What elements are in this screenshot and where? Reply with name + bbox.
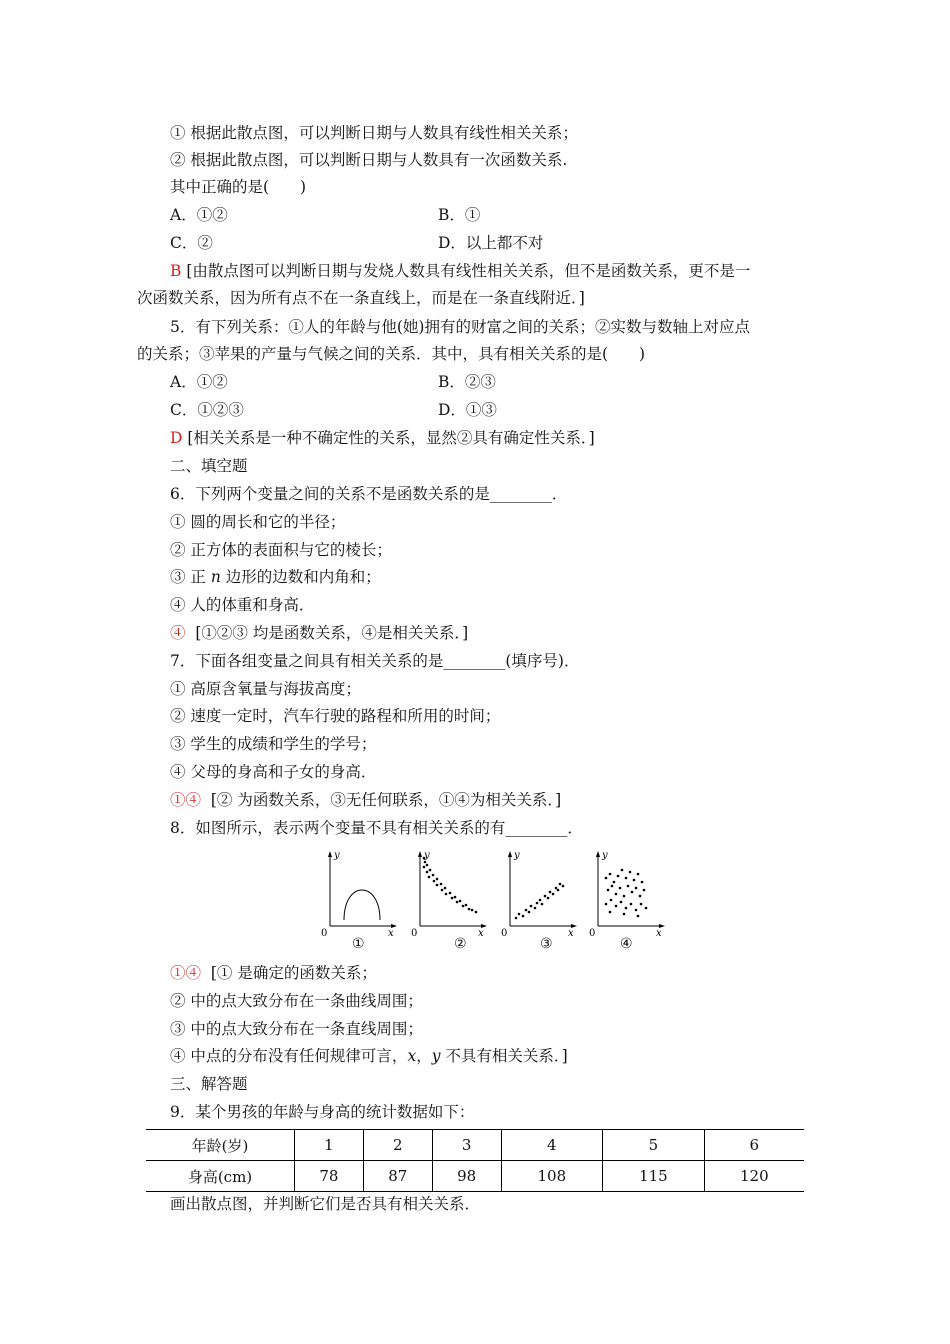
scatter-dot bbox=[625, 907, 628, 910]
scatter-dot bbox=[530, 905, 533, 908]
q5-option-b: B．②③ bbox=[438, 373, 496, 391]
scatter-dot bbox=[617, 875, 620, 878]
scatter-dot bbox=[426, 864, 429, 867]
q8-stem: 8．如图所示，表示两个变量不具有相关关系的有________． bbox=[170, 819, 583, 837]
scatter-dot bbox=[610, 899, 613, 902]
scatter-dot bbox=[615, 905, 618, 908]
scatter-dot bbox=[619, 887, 622, 890]
y-axis-label: y bbox=[424, 850, 430, 861]
scatter-dot bbox=[436, 878, 439, 881]
scatter-dot bbox=[623, 895, 626, 898]
table-row-age bbox=[146, 1130, 804, 1161]
scatter-dot bbox=[465, 904, 468, 907]
scatter-dot bbox=[445, 893, 448, 896]
scatter-dot bbox=[635, 909, 638, 912]
origin-label: 0 bbox=[589, 928, 596, 938]
scatter-dot bbox=[444, 887, 447, 890]
q8-expl4-suffix: 不具有相关关系．] bbox=[440, 1047, 568, 1065]
q6-item-3-var-n: n bbox=[210, 568, 221, 586]
table-cell: 5 bbox=[603, 1130, 705, 1161]
scatter-dot bbox=[534, 907, 537, 910]
q9-stem: 9．某个男孩的年龄与身高的统计数据如下： bbox=[170, 1103, 475, 1121]
scatter-dot bbox=[424, 861, 427, 864]
scatter-dot bbox=[557, 889, 560, 892]
graph-3-svg bbox=[498, 848, 578, 938]
table-header-age: 年龄(岁) bbox=[146, 1130, 295, 1161]
graph-1-svg bbox=[318, 848, 398, 938]
scatter-dot bbox=[629, 871, 632, 874]
q4-explanation-text: [由散点图可以判断日期与发烧人数具有线性相关关系，但不是函数关系，更不是一 bbox=[186, 262, 751, 280]
scatter-dot bbox=[631, 891, 634, 894]
scatter-dot bbox=[555, 887, 558, 890]
scatter-dot bbox=[620, 901, 623, 904]
scatter-dot bbox=[459, 900, 462, 903]
scatter-dot bbox=[640, 903, 643, 906]
table-cell: 2 bbox=[363, 1130, 432, 1161]
y-arrow-icon bbox=[418, 851, 422, 857]
scatter-dot bbox=[605, 903, 608, 906]
scatter-dot bbox=[456, 901, 459, 904]
q4-statement-2: ② 根据此散点图，可以判断日期与人数具有一次函数关系. bbox=[170, 151, 568, 169]
q7-stem: 7．下面各组变量之间具有相关关系的是________(填序号)． bbox=[170, 652, 580, 670]
scatter-dot bbox=[627, 885, 630, 888]
graph-3 bbox=[498, 848, 578, 952]
scatter-dot bbox=[615, 893, 618, 896]
q4-option-a: A．①② bbox=[170, 206, 228, 224]
graph-2 bbox=[408, 848, 488, 952]
q7-item-3: ③ 学生的成绩和学生的学号； bbox=[170, 735, 377, 753]
q4-option-b: B．① bbox=[438, 206, 481, 224]
table-cell: 87 bbox=[363, 1161, 432, 1192]
scatter-dot bbox=[547, 897, 550, 900]
scatter-points bbox=[515, 883, 565, 920]
scatter-dot bbox=[454, 896, 457, 899]
q6-answer: ④ bbox=[170, 624, 186, 642]
x-axis-label: x bbox=[568, 928, 574, 938]
scatter-dot bbox=[518, 913, 521, 916]
table-cell: 4 bbox=[501, 1130, 603, 1161]
scatter-dot bbox=[436, 884, 439, 887]
q8-explanation-text: [① 是确定的函数关系； bbox=[210, 964, 377, 982]
scatter-dot bbox=[625, 877, 628, 880]
q4-option-c: C．② bbox=[170, 234, 213, 252]
scatter-dot bbox=[641, 881, 644, 884]
q8-expl4-sep: ， bbox=[416, 1047, 432, 1065]
scatter-dot bbox=[528, 911, 531, 914]
q7-item-4: ④ 父母的身高和子女的身高． bbox=[170, 763, 377, 781]
curve bbox=[344, 890, 380, 920]
table-cell: 120 bbox=[704, 1161, 804, 1192]
scatter-dot bbox=[451, 897, 454, 900]
scatter-dot bbox=[471, 909, 474, 912]
q6-item-3-suffix: 边形的边数和内角和； bbox=[220, 568, 381, 586]
origin-label: 0 bbox=[411, 928, 418, 938]
q6-item-2: ② 正方体的表面积与它的棱长； bbox=[170, 541, 392, 559]
y-axis-label: y bbox=[514, 850, 520, 861]
q6-item-3 bbox=[170, 566, 381, 588]
q4-answer: B bbox=[170, 262, 182, 280]
scatter-dot bbox=[637, 873, 640, 876]
scatter-dot bbox=[432, 874, 435, 877]
q8-explanation-line2: ② 中的点大致分布在一条曲线周围； bbox=[170, 992, 423, 1010]
scatter-dot bbox=[605, 877, 608, 880]
q5-explanation-text: [相关关系是一种不确定性的关系，显然②具有确定性关系．] bbox=[187, 429, 595, 447]
q4-explanation-line2: 次函数关系，因为所有点不在一条直线上，而是在一条直线附近．] bbox=[137, 289, 585, 307]
scatter-dot bbox=[539, 899, 542, 902]
scatter-dot bbox=[621, 869, 624, 872]
section-heading-answer: 三、解答题 bbox=[170, 1075, 248, 1093]
q5-stem-line1: 5．有下列关系：①人的年龄与他(她)拥有的财富之间的关系；②实数与数轴上对应点 bbox=[170, 318, 750, 336]
scatter-dot bbox=[544, 895, 547, 898]
q5-option-c: C．①②③ bbox=[170, 401, 244, 419]
scatter-dot bbox=[462, 905, 465, 908]
scatter-dot bbox=[433, 880, 436, 883]
scatter-dot bbox=[468, 908, 471, 911]
q8-explanation-line1 bbox=[170, 962, 377, 984]
q6-item-1: ① 圆的周长和它的半径； bbox=[170, 513, 346, 531]
q4-statement-1: ① 根据此散点图，可以判断日期与人数具有线性相关关系； bbox=[170, 124, 578, 142]
age-height-table bbox=[146, 1129, 804, 1192]
y-axis-label: y bbox=[334, 850, 340, 861]
scatter-dot bbox=[541, 903, 544, 906]
scatter-dot bbox=[515, 917, 518, 920]
q8-explanation-line4 bbox=[170, 1045, 568, 1067]
y-arrow-icon bbox=[596, 851, 600, 857]
y-arrow-icon bbox=[508, 851, 512, 857]
q5-stem-line2: 的关系；③苹果的产量与气候之间的关系．其中，具有相关关系的是( ) bbox=[137, 345, 646, 363]
origin-label: 0 bbox=[321, 928, 328, 938]
table-cell: 115 bbox=[603, 1161, 705, 1192]
q7-item-1: ① 高原含氧量与海拔高度； bbox=[170, 680, 361, 698]
scatter-dot bbox=[609, 873, 612, 876]
scatter-dot bbox=[623, 913, 626, 916]
q6-explanation bbox=[170, 622, 468, 644]
scatter-dot bbox=[522, 915, 525, 918]
table-cell: 1 bbox=[295, 1130, 364, 1161]
scatter-dot bbox=[643, 889, 646, 892]
graph-4-svg bbox=[586, 848, 666, 938]
q6-item-4: ④ 人的体重和身高． bbox=[170, 596, 315, 614]
scatter-dot bbox=[639, 895, 642, 898]
graph-2-label: ② bbox=[454, 936, 467, 952]
scatter-dot bbox=[630, 903, 633, 906]
graph-2-svg bbox=[408, 848, 488, 938]
scatter-dot bbox=[423, 866, 426, 869]
origin-label: 0 bbox=[501, 928, 508, 938]
scatter-dot bbox=[426, 871, 429, 874]
q8-var-x: x bbox=[407, 1047, 417, 1065]
scatter-dot bbox=[613, 881, 616, 884]
scatter-points bbox=[423, 857, 478, 914]
table-cell: 78 bbox=[295, 1161, 364, 1192]
table-cell: 108 bbox=[501, 1161, 603, 1192]
scatter-dot bbox=[428, 876, 431, 879]
y-arrow-icon bbox=[328, 851, 332, 857]
scatter-dot bbox=[562, 885, 565, 888]
q7-explanation-text: [② 为函数关系，③无任何联系，①④为相关关系．] bbox=[210, 791, 562, 809]
q5-answer: D bbox=[170, 429, 183, 447]
scatter-points bbox=[605, 869, 648, 918]
x-axis-label: x bbox=[656, 928, 662, 938]
scatter-dot bbox=[633, 879, 636, 882]
q7-answer: ①④ bbox=[170, 791, 202, 809]
scatter-dot bbox=[549, 891, 552, 894]
scatter-dot bbox=[559, 883, 562, 886]
y-axis-label: y bbox=[602, 850, 608, 861]
scatter-dot bbox=[609, 911, 612, 914]
scatter-dot bbox=[475, 911, 478, 914]
table-cell: 3 bbox=[432, 1130, 501, 1161]
q8-var-y: y bbox=[431, 1047, 441, 1065]
section-heading-fill-in: 二、填空题 bbox=[170, 457, 248, 475]
scatter-dot bbox=[645, 907, 648, 910]
table-header-height: 身高(cm) bbox=[146, 1161, 295, 1192]
scatter-dot bbox=[635, 887, 638, 890]
scatter-dot bbox=[637, 915, 640, 918]
scatter-dot bbox=[607, 889, 610, 892]
q5-option-a: A．①② bbox=[170, 373, 228, 391]
x-axis-label: x bbox=[478, 928, 484, 938]
q5-option-d: D．①③ bbox=[438, 401, 497, 419]
q4-explanation-line1 bbox=[170, 260, 750, 282]
q4-option-d: D．以上都不对 bbox=[438, 234, 544, 252]
scatter-dot bbox=[552, 893, 555, 896]
table-cell: 98 bbox=[432, 1161, 501, 1192]
q4-prompt: 其中正确的是( ) bbox=[170, 178, 307, 196]
q6-explanation-text: [①②③ 均是函数关系，④是相关关系．] bbox=[195, 624, 469, 642]
q8-expl4-prefix: ④ 中点的分布没有任何规律可言， bbox=[170, 1047, 408, 1065]
graph-3-label: ③ bbox=[540, 936, 553, 952]
q8-answer: ①④ bbox=[170, 964, 202, 982]
scatter-dot bbox=[429, 869, 432, 872]
scatter-dot bbox=[536, 902, 539, 905]
graph-4-label: ④ bbox=[620, 936, 633, 952]
table-row-height bbox=[146, 1161, 804, 1192]
q6-stem: 6．下列两个变量之间的关系不是函数关系的是________． bbox=[170, 485, 568, 503]
table-cell: 6 bbox=[704, 1130, 804, 1161]
q8-explanation-line3: ③ 中的点大致分布在一条直线周围； bbox=[170, 1020, 423, 1038]
q5-explanation bbox=[170, 427, 595, 449]
scatter-dot bbox=[449, 892, 452, 895]
graph-1-label: ① bbox=[352, 936, 365, 952]
q9-task: 画出散点图，并判断它们是否具有相关关系． bbox=[170, 1195, 481, 1213]
scatter-dot bbox=[525, 909, 528, 912]
scatter-dot bbox=[611, 885, 614, 888]
x-axis-label: x bbox=[388, 928, 394, 938]
q7-item-2: ② 速度一定时，汽车行驶的路程和所用的时间； bbox=[170, 707, 501, 725]
q7-explanation bbox=[170, 789, 561, 811]
scatter-dot bbox=[441, 889, 444, 892]
q6-item-3-prefix: ③ 正 bbox=[170, 568, 211, 586]
scatter-dot bbox=[440, 883, 443, 886]
